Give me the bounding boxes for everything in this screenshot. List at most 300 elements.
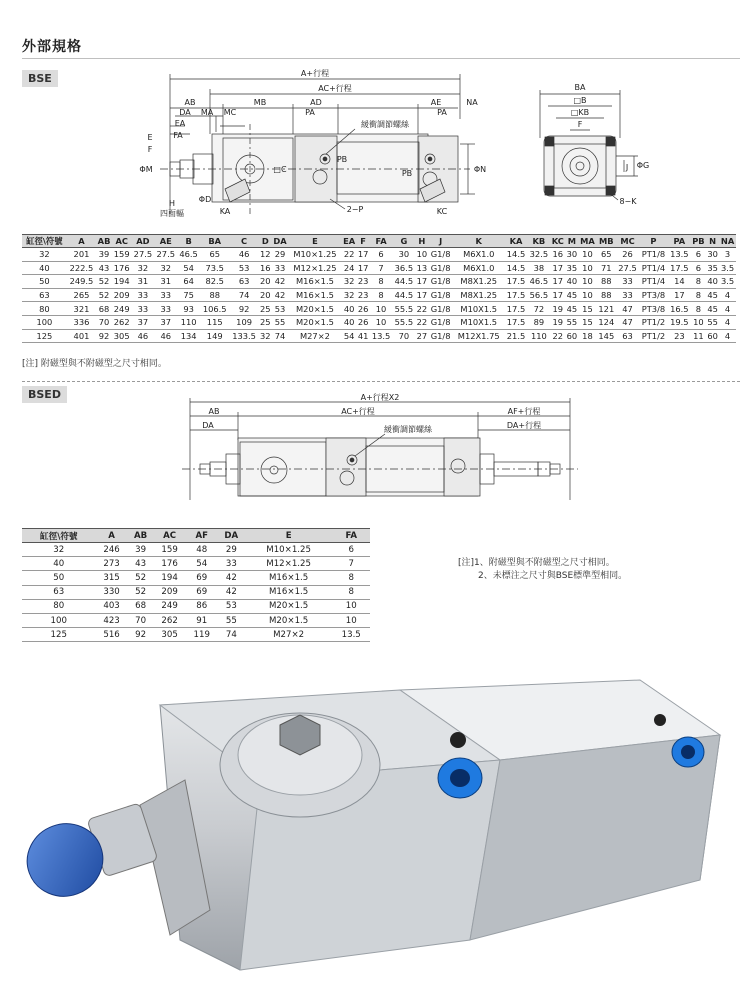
bse-header-cell: 缸徑\符號: [22, 235, 67, 248]
bse-header-cell: PB: [692, 236, 705, 246]
dim-h: H: [168, 199, 176, 208]
bsed-table-cell: M16×1.5: [245, 571, 333, 585]
bse-header-cell: AB: [97, 236, 111, 246]
bse-header-cell: MA: [580, 236, 595, 246]
bsed-table-cell: 8: [332, 571, 370, 585]
bsed-table-cell: 125: [22, 628, 96, 642]
bse-table-cell: 82.5: [200, 275, 229, 289]
bsed-header-cell: AF: [186, 529, 218, 543]
bse-table-cell: M10×1.25: [288, 248, 341, 262]
bsed-table-cell: 39: [128, 543, 154, 557]
bse-header-cell: C: [229, 235, 258, 248]
bsed-table-cell: 68: [128, 599, 154, 613]
bse-table-cell: 100: [22, 315, 67, 329]
bse-table-cell: 8: [691, 302, 706, 316]
bse-table-cell: M8X1.25: [453, 288, 505, 302]
bse-table-cell: 63: [616, 329, 639, 343]
bse-table-cell: 10: [370, 302, 393, 316]
bsed-dim-ac: AC+行程: [341, 407, 375, 416]
bse-table-cell: 14.5: [505, 261, 528, 275]
bse-table-cell: 8: [370, 275, 393, 289]
bse-header-cell: H: [415, 235, 428, 248]
bse-header-cell: DA: [273, 236, 287, 246]
bse-table-cell: 46.5: [527, 275, 550, 289]
bse-table-cell: 15: [578, 315, 596, 329]
dim-c: □C: [273, 165, 287, 174]
bse-table-cell: 29: [272, 248, 288, 262]
dim-da: DA: [179, 108, 191, 117]
bse-table-cell: 52: [96, 275, 112, 289]
bse-table-cell: 26: [357, 317, 369, 328]
dim-ba: BA: [574, 83, 586, 92]
dim-ac-plus-stroke: AC+行程: [318, 84, 352, 93]
bse-table-cell: PT3/8: [639, 302, 668, 316]
bsed-table-cell: 33: [218, 557, 245, 571]
bse-table-cell: 134: [177, 329, 200, 343]
bsed-table-cell: 80: [22, 599, 96, 613]
bse-table-cell: 17: [416, 290, 428, 301]
bse-table-cell: 17: [357, 249, 369, 260]
page-title: 外部規格: [22, 39, 82, 55]
bse-table-cell: 73.5: [200, 261, 229, 275]
bse-table-cell: 10: [578, 275, 596, 289]
bse-table-cell: 72: [527, 302, 550, 316]
bse-table-cell: 55.5: [392, 315, 415, 329]
bse-table-cell: 106.5: [200, 302, 229, 316]
bse-table-cell: 4: [719, 302, 736, 316]
bse-table-cell: 17: [416, 276, 428, 287]
bse-table-cell: 27.5: [616, 261, 639, 275]
section-divider: [22, 381, 740, 382]
bse-table-cell: 40: [342, 302, 357, 316]
bse-table-cell: 47: [616, 302, 639, 316]
bse-table-cell: 121: [598, 303, 615, 314]
bse-table-cell: 32: [132, 261, 155, 275]
dim-ab: AB: [184, 98, 196, 107]
dim-j: J: [625, 163, 629, 172]
bse-table-cell: M8X1.25: [453, 275, 505, 289]
section-tag-bse: BSE: [22, 70, 58, 87]
bse-table-row: [22, 275, 736, 289]
dim-mc: MC: [223, 108, 237, 117]
bse-table-cell: 17: [550, 261, 565, 275]
dim-na: NA: [466, 98, 478, 107]
bse-table-cell: PT1/4: [639, 261, 668, 275]
bsed-table-cell: 32: [22, 543, 96, 557]
bse-table-cell: 80: [22, 302, 67, 316]
bse-table-cell: M20×1.5: [288, 302, 341, 316]
bse-table-cell: 6: [691, 248, 706, 262]
bse-table-cell: 20: [260, 276, 271, 287]
dim-ka: KA: [219, 207, 231, 216]
bsed-table-cell: 8: [332, 585, 370, 599]
title-divider: [22, 58, 740, 59]
bsed-table-row: [22, 571, 370, 585]
bsed-header-cell: AB: [128, 529, 154, 543]
bse-table-cell: 16: [550, 248, 565, 262]
bse-header-cell: MC: [616, 235, 639, 248]
cushion-screw-label: 緩衝調節螺絲: [361, 120, 409, 129]
bse-table-cell: 35: [566, 262, 578, 273]
bse-table-cell: 89: [527, 315, 550, 329]
bse-table-cell: 10: [578, 261, 596, 275]
bse-table-cell: 109: [229, 315, 258, 329]
bse-table-cell: 125: [22, 329, 67, 343]
bse-header-cell: FA: [370, 235, 393, 248]
bsed-dim-ab: AB: [208, 407, 220, 416]
bse-header-cell: P: [639, 235, 668, 248]
bsed-drawing: [170, 390, 590, 510]
bsed-table-cell: 42: [218, 585, 245, 599]
bse-table-cell: 44.5: [392, 288, 415, 302]
bsed-table-cell: 176: [154, 557, 186, 571]
bse-table-cell: 145: [598, 330, 615, 341]
bse-table-cell: 8: [691, 288, 706, 302]
bse-table-cell: G1/8: [428, 288, 452, 302]
bsed-table-cell: 42: [218, 571, 245, 585]
bse-table-cell: 22: [416, 303, 428, 314]
bse-table-cell: 53: [272, 302, 288, 316]
bsed-table-cell: 330: [96, 585, 128, 599]
bse-header-cell: B: [177, 235, 200, 248]
bsed-dim-da-plus: DA+行程: [506, 421, 542, 430]
bsed-table-cell: M20×1.5: [245, 599, 333, 613]
bse-table-cell: 63: [22, 288, 67, 302]
bse-table-cell: 16: [260, 262, 271, 273]
bse-header-cell: K: [453, 235, 505, 248]
bse-table-cell: M6X1.0: [453, 261, 505, 275]
dim-eight-k: 8−K: [619, 197, 637, 206]
bse-table-cell: 15: [578, 302, 596, 316]
dim-pb-2: PB: [401, 169, 413, 178]
bse-table-cell: 45: [707, 303, 718, 314]
bse-table-cell: 55.5: [392, 302, 415, 316]
bse-table-cell: 26: [616, 248, 639, 262]
bse-table-cell: 194: [113, 276, 130, 287]
bse-table-cell: 55: [566, 317, 578, 328]
bse-table-cell: 60: [707, 330, 718, 341]
bse-table-cell: 22: [342, 248, 357, 262]
bse-table-cell: 13.5: [668, 248, 691, 262]
bse-table-cell: 54: [342, 329, 357, 343]
bsed-header-cell: E: [245, 529, 333, 543]
bse-header-cell: D: [259, 235, 272, 248]
bse-table-cell: 43: [96, 261, 112, 275]
bse-table-row: [22, 248, 736, 262]
bsed-table-row: [22, 543, 370, 557]
bse-table-cell: 201: [67, 248, 96, 262]
bse-table-cell: 13.5: [370, 329, 393, 343]
bse-table-cell: M16×1.5: [288, 275, 341, 289]
bse-table-cell: 222.5: [67, 261, 96, 275]
bsed-table-cell: 273: [96, 557, 128, 571]
bse-table-cell: 10: [416, 249, 428, 260]
bsed-table-cell: 315: [96, 571, 128, 585]
bse-table-cell: 4: [719, 329, 736, 343]
bse-table-cell: 23: [357, 290, 369, 301]
bse-table-cell: 88: [597, 275, 617, 289]
bsed-cushion-screw-label: 緩衝調節螺絲: [384, 425, 432, 434]
bse-front-drawing: [130, 64, 500, 224]
bse-table-cell: 124: [598, 317, 615, 328]
bsed-table-cell: 63: [22, 585, 96, 599]
bse-table-cell: 110: [527, 329, 550, 343]
bse-table-cell: G1/8: [428, 261, 452, 275]
bse-table-cell: 39: [96, 248, 112, 262]
bsed-table-cell: 53: [218, 599, 245, 613]
bse-table-cell: 27.5: [132, 248, 155, 262]
bsed-table-header: [22, 529, 370, 543]
bse-table-cell: 17.5: [505, 302, 528, 316]
bsed-dim-af: AF+行程: [507, 407, 541, 416]
bse-table-cell: M12×1.25: [288, 261, 341, 275]
bse-table-cell: 40: [566, 276, 578, 287]
bse-table-cell: 401: [67, 329, 96, 343]
bse-table-cell: 3.5: [720, 276, 735, 287]
bse-table-cell: 70: [96, 315, 112, 329]
bse-table-cell: 16.5: [668, 302, 691, 316]
bse-table-cell: 4: [719, 288, 736, 302]
bse-table-cell: 35: [707, 262, 718, 273]
bse-table-cell: 54: [177, 261, 200, 275]
bse-table-cell: 265: [67, 288, 96, 302]
bse-table-row: [22, 302, 736, 316]
bse-table-cell: 40: [707, 276, 718, 287]
bse-table-cell: 33: [272, 261, 288, 275]
bse-table-cell: 38: [527, 261, 550, 275]
bse-table-row: [22, 329, 736, 343]
bse-table-cell: 10: [578, 288, 596, 302]
bse-table-cell: 3.5: [720, 262, 735, 273]
bse-table-cell: PT1/2: [639, 329, 668, 343]
bse-table-cell: 74: [229, 288, 258, 302]
bsed-table-cell: 43: [128, 557, 154, 571]
bse-table-cell: 55: [272, 315, 288, 329]
bse-table-cell: 36.5: [392, 261, 415, 275]
bsed-table-cell: 48: [186, 543, 218, 557]
bse-header-cell: BA: [200, 235, 229, 248]
bse-table-cell: 10: [370, 315, 393, 329]
bse-table-cell: 23: [668, 329, 691, 343]
bse-table-cell: 3: [719, 248, 736, 262]
bse-table-cell: 22: [550, 329, 565, 343]
bse-table-cell: 19.5: [668, 315, 691, 329]
bse-header-cell: A: [67, 235, 96, 248]
dim-phi-n: ΦN: [473, 165, 487, 174]
dim-kb: □KB: [570, 108, 590, 117]
dim-phi-d: ΦD: [198, 195, 212, 204]
bsed-table-cell: 69: [186, 571, 218, 585]
bse-table-cell: 74: [272, 329, 288, 343]
bsed-table-cell: 52: [128, 585, 154, 599]
dim-b: □B: [573, 96, 587, 105]
dim-a-plus-stroke-x2: A+行程X2: [360, 393, 400, 402]
bse-table-cell: G1/8: [428, 302, 452, 316]
bse-table-cell: 32.5: [527, 248, 550, 262]
bse-table-cell: 8: [691, 275, 706, 289]
bsed-table-cell: 7: [332, 557, 370, 571]
bse-table-cell: 33: [132, 302, 155, 316]
bse-table-cell: G1/8: [428, 329, 452, 343]
cylinder-product-photo: [0, 660, 750, 1000]
bse-table-cell: M10X1.5: [453, 315, 505, 329]
bse-dimension-table: [22, 234, 736, 343]
bse-table-cell: 18: [578, 329, 596, 343]
bse-table-cell: 37: [132, 315, 155, 329]
bse-table-cell: 149: [200, 329, 229, 343]
bsed-table-cell: 246: [96, 543, 128, 557]
bse-table-cell: 249: [113, 303, 130, 314]
bsed-table-row: [22, 613, 370, 627]
bsed-notes: [458, 557, 627, 583]
bsed-table-cell: 50: [22, 571, 96, 585]
bse-table-cell: 6: [370, 248, 393, 262]
bse-table-cell: PT1/8: [639, 248, 668, 262]
bsed-table-cell: M12×1.25: [245, 557, 333, 571]
bse-table-cell: 19: [550, 302, 565, 316]
bse-table-cell: 30: [566, 249, 578, 260]
bse-table-cell: 133.5: [229, 329, 258, 343]
dim-ad: AD: [310, 98, 322, 107]
bse-table-cell: 24: [342, 261, 357, 275]
bse-table-cell: 45: [707, 290, 718, 301]
bse-table-cell: 13: [416, 262, 428, 273]
bse-table-cell: 33: [132, 288, 155, 302]
bse-header-cell: KB: [527, 235, 550, 248]
bse-table-cell: 60: [566, 330, 578, 341]
bse-table-cell: 305: [113, 330, 130, 341]
bsed-table-cell: 92: [128, 628, 154, 642]
bse-table-cell: PT1/2: [639, 315, 668, 329]
bse-table-cell: 32: [22, 248, 67, 262]
bse-table-cell: 22: [416, 317, 428, 328]
bse-note: [注] 附磁型與不附磁型之尺寸相同。: [22, 359, 167, 369]
bsed-header-cell: AC: [154, 529, 186, 543]
bse-table-cell: 262: [113, 317, 130, 328]
bsed-header-cell: A: [96, 529, 128, 543]
bse-table-cell: 88: [597, 288, 617, 302]
bse-table-cell: M12X1.75: [453, 329, 505, 343]
bse-table-cell: 37: [154, 315, 177, 329]
bsed-table-cell: 29: [218, 543, 245, 557]
bsed-table-cell: 74: [218, 628, 245, 642]
bse-header-cell: G: [392, 235, 415, 248]
bsed-table-cell: 6: [332, 543, 370, 557]
bse-table-cell: 6: [691, 261, 706, 275]
bse-table-cell: 32: [342, 288, 357, 302]
bse-table-cell: G1/8: [428, 275, 452, 289]
dim-two-p: 2−P: [346, 205, 364, 214]
bse-table-cell: 40: [342, 315, 357, 329]
bsed-table-row: [22, 628, 370, 642]
bse-table-cell: 33: [154, 288, 177, 302]
dim-ae: AE: [430, 98, 442, 107]
bsed-table-cell: 305: [154, 628, 186, 642]
bse-table-cell: 32: [154, 261, 177, 275]
bse-table-cell: 26: [357, 303, 369, 314]
bse-table-cell: 10: [578, 248, 596, 262]
bse-header-cell: PA: [668, 235, 691, 248]
bse-header-cell: AE: [154, 235, 177, 248]
bse-table-cell: 14: [668, 275, 691, 289]
bse-table-cell: 19: [550, 315, 565, 329]
bsed-header-cell: FA: [332, 529, 370, 543]
dim-e: E: [147, 133, 153, 142]
bse-table-cell: M10X1.5: [453, 302, 505, 316]
bse-table-cell: 30: [707, 249, 718, 260]
dim-kc: KC: [436, 207, 448, 216]
bse-table-cell: 30: [392, 248, 415, 262]
bse-table-row: [22, 288, 736, 302]
bse-table-cell: 176: [113, 262, 130, 273]
dim-pb: PB: [336, 155, 348, 164]
bse-table-cell: 41: [357, 330, 369, 341]
bsed-table-cell: 119: [186, 628, 218, 642]
bse-table-cell: 63: [229, 275, 258, 289]
bse-side-drawing: [530, 78, 650, 218]
bsed-table-cell: M27×2: [245, 628, 333, 642]
bse-table-cell: 46: [132, 329, 155, 343]
bse-table-cell: 71: [597, 261, 617, 275]
dim-pa: PA: [305, 108, 315, 117]
bse-table-cell: 25: [260, 303, 271, 314]
bse-table-cell: PT3/8: [639, 288, 668, 302]
bse-table-cell: 46: [154, 329, 177, 343]
bse-table-cell: 336: [67, 315, 96, 329]
bsed-table-row: [22, 557, 370, 571]
bsed-header-cell: DA: [218, 529, 245, 543]
bsed-table-cell: 249: [154, 599, 186, 613]
bsed-table-cell: 40: [22, 557, 96, 571]
bse-table-header: [22, 235, 736, 248]
bsed-table-cell: 10: [332, 613, 370, 627]
bse-header-cell: N: [706, 235, 719, 248]
bsed-table-cell: 262: [154, 613, 186, 627]
bse-table-cell: 17.5: [668, 261, 691, 275]
bse-table-cell: 44.5: [392, 275, 415, 289]
bse-table-cell: 11: [691, 329, 706, 343]
bse-table-cell: 32: [342, 275, 357, 289]
dim-f-side: F: [577, 120, 583, 129]
bse-table-cell: 31: [132, 275, 155, 289]
bse-table-cell: 27: [416, 330, 428, 341]
bsed-table-row: [22, 599, 370, 613]
section-tag-bsed: BSED: [22, 386, 67, 403]
bse-table-cell: 33: [616, 288, 639, 302]
bsed-dim-da: DA: [202, 421, 214, 430]
bse-table-cell: 46.5: [177, 248, 200, 262]
bse-table-cell: M27×2: [288, 329, 341, 343]
bsed-note-2: 2、未標注之尺寸與BSE標準型相同。: [478, 571, 628, 581]
dim-a-plus-stroke: A+行程: [300, 69, 330, 78]
bse-table-cell: 65: [597, 248, 617, 262]
dim-pa-2: PA: [437, 108, 447, 117]
bse-table-cell: 70: [392, 329, 415, 343]
bse-table-cell: 23: [357, 276, 369, 287]
bsed-table-cell: 100: [22, 613, 96, 627]
bse-header-cell: NA: [720, 236, 735, 246]
bse-header-cell: AC: [112, 235, 132, 248]
bse-table-cell: M16×1.5: [288, 288, 341, 302]
bse-table-cell: 42: [272, 288, 288, 302]
bse-table-cell: G1/8: [428, 248, 452, 262]
bse-table-row: [22, 315, 736, 329]
bse-header-cell: J: [428, 235, 452, 248]
bse-table-cell: 4: [719, 315, 736, 329]
bse-table-cell: 50: [22, 275, 67, 289]
bse-table-cell: 92: [96, 329, 112, 343]
bse-table-cell: 75: [177, 288, 200, 302]
